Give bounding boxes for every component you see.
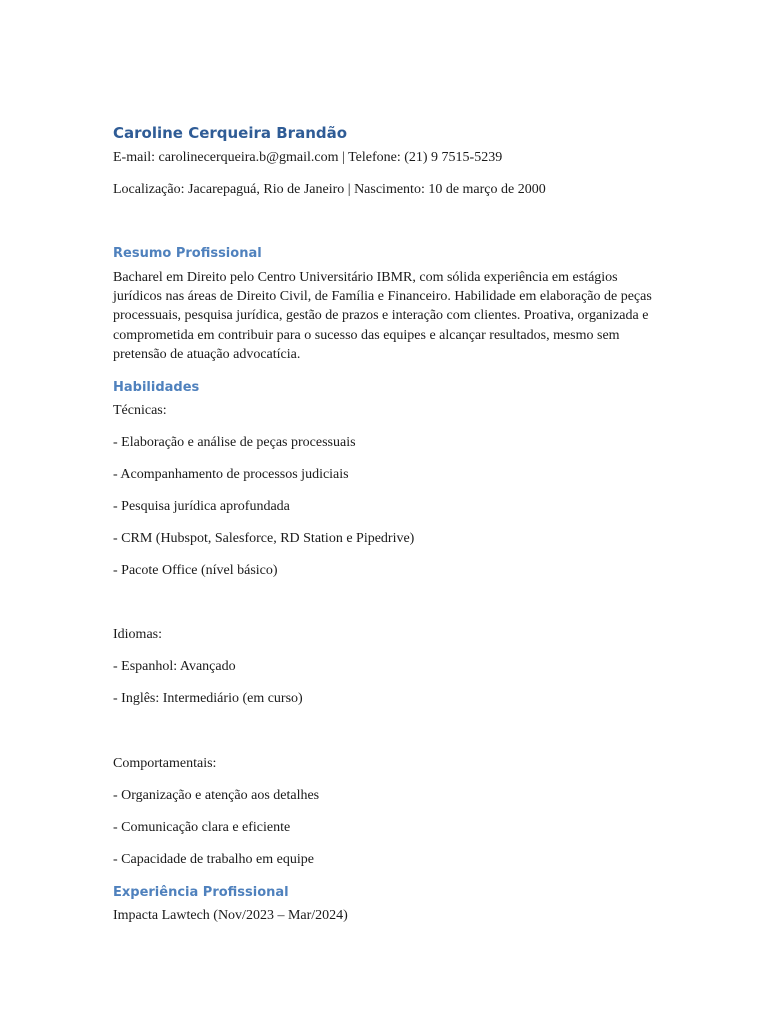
- languages-label: Idiomas:: [113, 627, 162, 642]
- behavioral-skill-item: - Organização e atenção aos detalhes: [113, 788, 320, 803]
- technical-skill-item: - CRM (Hubspot, Salesforce, RD Station e Pipedrive): [113, 531, 415, 546]
- language-item: - Espanhol: Avançado: [113, 659, 236, 674]
- summary-text: Bacharel em Direito pelo Centro Universitário IBMR, com sólida experiência em estágios jurídicos nas áreas de Direito Civil, de Família e Financeiro. Habilidade em elaboração de peças processuais, pesquisa jurídica, gestão de prazos e interação com clientes. Proativa, organizada e comprometida em contribuir para o sucesso das equipes e alcançar resultados, mesmo sem pretensão de atuação advocatícia.: [113, 270, 652, 362]
- skills-heading: Habilidades: [113, 380, 200, 395]
- experience-heading: Experiência Profissional: [113, 885, 289, 900]
- technical-skills-label: Técnicas:: [113, 403, 167, 418]
- experience-item: Impacta Lawtech (Nov/2023 – Mar/2024): [113, 908, 348, 923]
- behavioral-skills-label: Comportamentais:: [113, 756, 217, 771]
- location-line: Localização: Jacarepaguá, Rio de Janeiro | Nascimento: 10 de março de 2000: [113, 182, 546, 197]
- contact-line: E-mail: carolinecerqueira.b@gmail.com | Telefone: (21) 9 7515-5239: [113, 150, 503, 165]
- behavioral-skill-item: - Capacidade de trabalho em equipe: [113, 852, 314, 867]
- technical-skill-item: - Elaboração e análise de peças processuais: [113, 435, 356, 450]
- technical-skill-item: - Pesquisa jurídica aprofundada: [113, 499, 290, 514]
- behavioral-skill-item: - Comunicação clara e eficiente: [113, 820, 291, 835]
- technical-skill-item: - Pacote Office (nível básico): [113, 563, 278, 578]
- technical-skill-item: - Acompanhamento de processos judiciais: [113, 467, 349, 482]
- summary-heading: Resumo Profissional: [113, 246, 262, 261]
- language-item: - Inglês: Intermediário (em curso): [113, 691, 303, 706]
- candidate-name: Caroline Cerqueira Brandão: [113, 124, 348, 142]
